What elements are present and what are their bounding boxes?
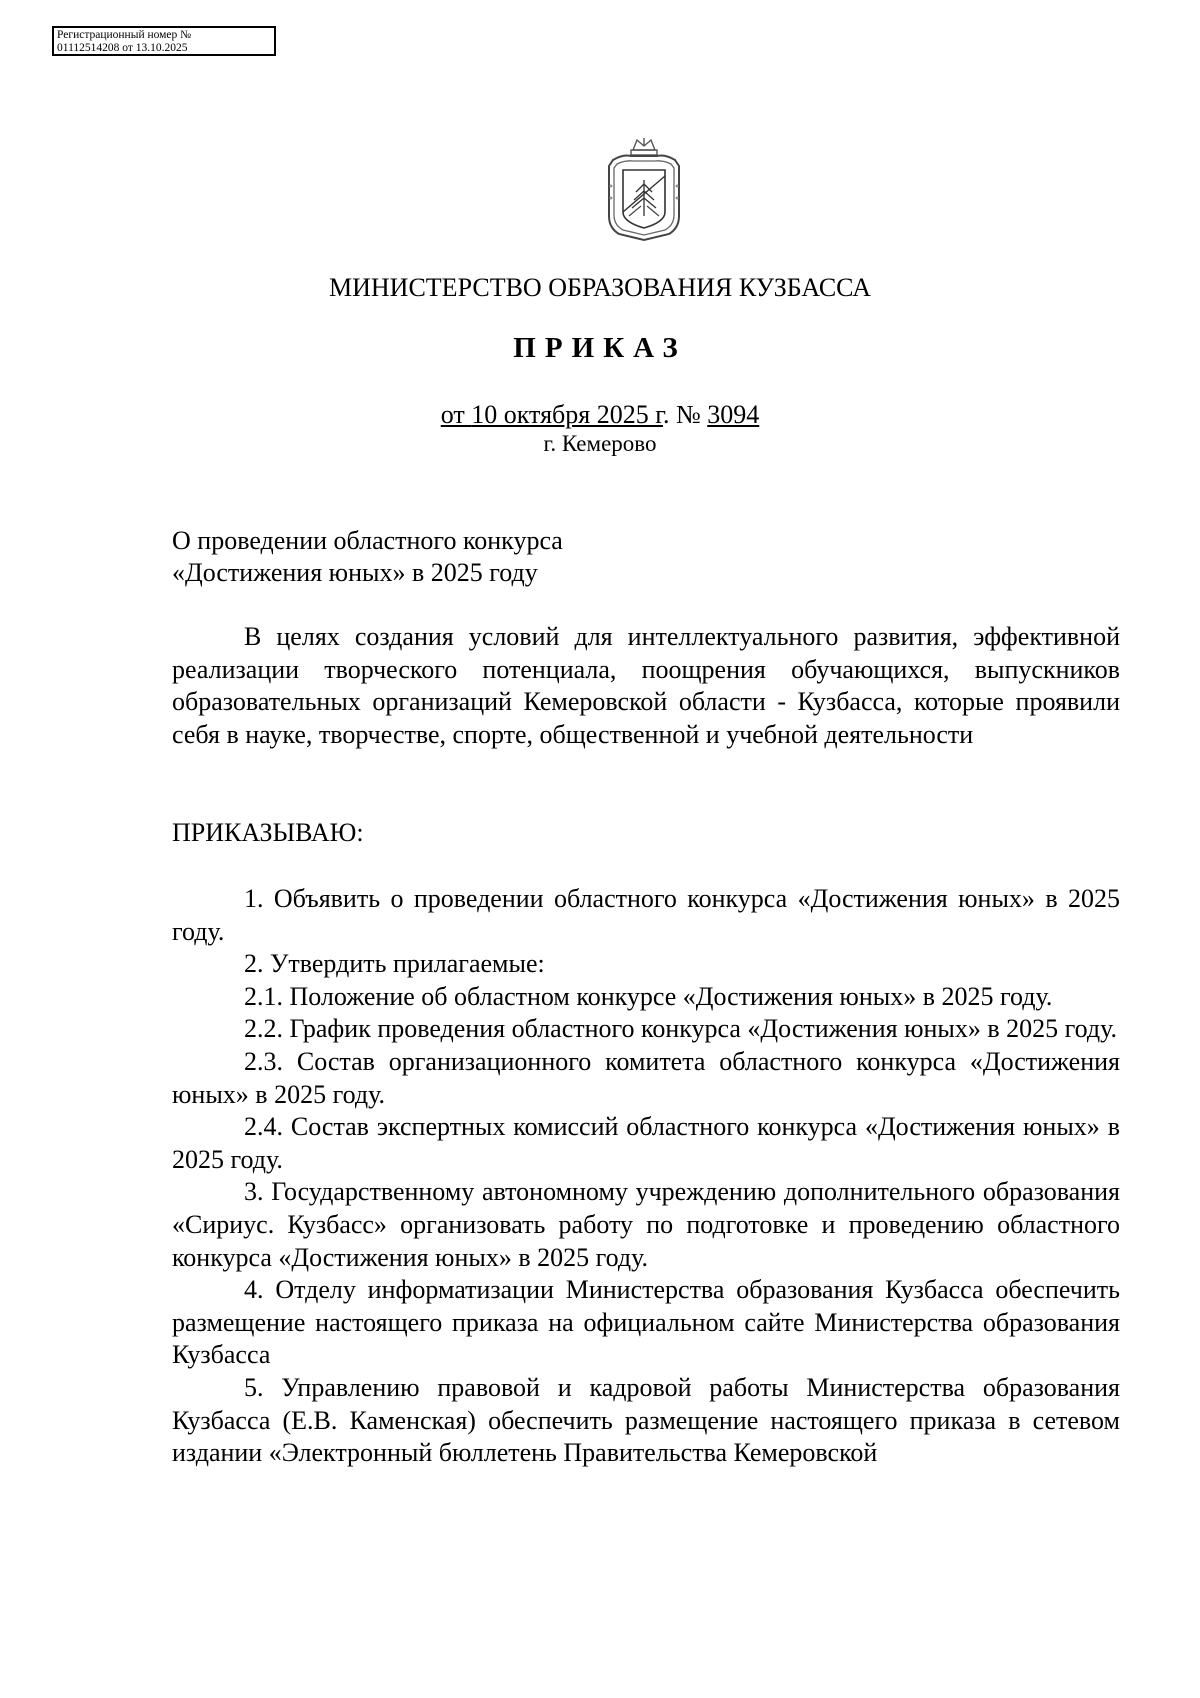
order-item-5: 5. Управлению правовой и кадровой работы Министерства образования Кузбасса (Е.В. Каменская) обеспечить размещение настоящего приказа в сетевом издании «Электронный бюллетень Правительства Кемеровской — [172, 1372, 1120, 1468]
subject-line-2: «Достижения юных» в 2025 году — [172, 558, 538, 587]
kuzbass-coat-of-arms-icon — [603, 136, 685, 242]
order-item-4: 4. Отделу информатизации Министерства образования Кузбасса обеспечить размещение настоящего приказа на официальном сайте Министерства образования Кузбасса — [172, 1275, 1120, 1370]
order-item-2-4: 2.4. Состав экспертных комиссий областного конкурса «Достижения юных» в 2025 году. — [172, 1112, 1120, 1174]
order-item-3: 3. Государственному автономному учреждению дополнительного образования «Сириус. Кузбасс» организовать работу по подготовке и проведению областного конкурса «Достижения юных» в 2025 году. — [172, 1177, 1120, 1272]
order-subject — [172, 525, 563, 589]
preamble — [172, 621, 1120, 751]
registration-stamp — [52, 26, 276, 56]
order-item-2: 2. Утвердить прилагаемые: — [244, 949, 545, 979]
order-item-2-3: 2.3. Состав организационного комитета областного конкурса «Достижения юных» в 2025 году. — [172, 1046, 1120, 1109]
registration-line-2: 01112514208 от 13.10.2025 — [57, 42, 188, 54]
order-items — [172, 883, 1120, 1470]
ministry-name: МИНИСТЕРСТВО ОБРАЗОВАНИЯ КУЗБАССА — [329, 273, 871, 302]
subject-line-1: О проведении областного конкурса — [172, 526, 563, 555]
order-keyword: ПРИКАЗЫВАЮ: — [172, 818, 364, 847]
city: г. Кемерово — [543, 431, 657, 456]
preamble-text: В целях создания условий для интеллектуального развития, эффективной реализации творческого потенциала, поощрения обучающихся, выпускников образовательных организаций Кемеровской области - Кузбасса, которые проявили себя в науке, творчестве, спорте, общественной и учебной деятельности — [172, 622, 1120, 749]
document-type-title: ПРИКАЗ — [513, 332, 687, 364]
order-date-number — [0, 400, 1200, 430]
order-item-1: 1. Объявить о проведении областного конкурса «Достижения юных» в 2025 году. — [172, 884, 1120, 946]
order-item-2-2: 2.2. График проведения областного конкурса «Достижения юных» в 2025 году. — [244, 1014, 1118, 1044]
order-number: 3094 — [707, 400, 760, 429]
order-date: 10 октября 2025 г — [471, 400, 663, 429]
order-item-2-1: 2.1. Положение об областном конкурсе «Достижения юных» в 2025 году. — [244, 981, 1053, 1011]
number-sign: . № — [662, 400, 708, 429]
registration-line-1: Регистрационный номер № — [57, 29, 192, 41]
date-prefix: от — [440, 400, 472, 429]
